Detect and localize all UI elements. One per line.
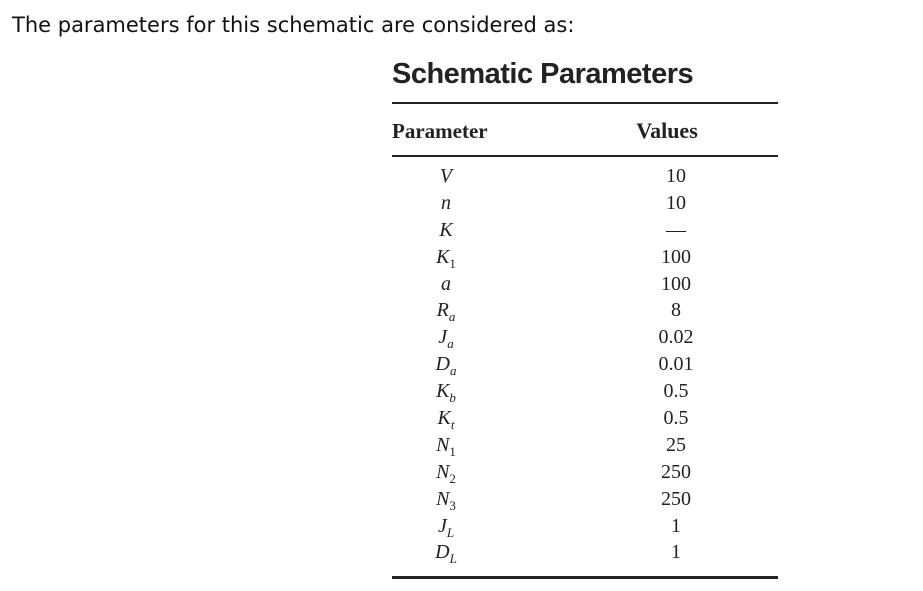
table-header-rule — [392, 155, 778, 157]
parameter-symbol: a — [441, 272, 451, 295]
parameter-symbol: K — [439, 218, 453, 241]
parameter-value: 25 — [666, 433, 686, 456]
parameter-value: 10 — [666, 164, 686, 187]
table-bottom-rule — [392, 576, 778, 579]
parameter-table-body — [392, 163, 778, 566]
parameter-value: 1 — [671, 541, 681, 564]
parameter-symbol: $N_3$ — [436, 487, 456, 513]
parameter-symbol: $K_b$ — [436, 380, 456, 406]
parameter-value: 0.5 — [663, 380, 689, 403]
parameter-symbol: $K_1$ — [436, 245, 456, 271]
table-row — [392, 324, 778, 351]
table-title: Schematic Parameters — [392, 58, 694, 90]
table-row — [392, 513, 778, 540]
parameter-value: 0.01 — [658, 353, 694, 376]
parameter-value: 100 — [661, 272, 691, 295]
values-column-header: Values — [636, 118, 698, 143]
parameter-symbol: $D_a$ — [435, 353, 457, 379]
parameter-symbol: $R_a$ — [436, 299, 456, 325]
parameter-value: 1 — [671, 514, 681, 537]
table-row — [392, 405, 778, 432]
parameter-value: — — [666, 218, 686, 241]
parameter-symbol: $D_L$ — [435, 541, 457, 567]
table-row — [392, 244, 778, 271]
table-row — [392, 432, 778, 459]
parameter-symbol: $N_1$ — [436, 433, 456, 459]
parameter-symbol: $J_a$ — [438, 326, 454, 352]
parameter-symbol: $N_2$ — [436, 460, 456, 486]
table-row — [392, 297, 778, 324]
table-row — [392, 217, 778, 244]
parameter-value: 100 — [661, 245, 691, 268]
parameter-symbol: V — [439, 164, 453, 187]
table-row — [392, 271, 778, 298]
parameter-value: 250 — [661, 460, 691, 483]
table-row — [392, 163, 778, 190]
parameter-value: 0.5 — [663, 406, 689, 429]
parameter-symbol: $K_t$ — [437, 406, 455, 432]
parameter-value: 250 — [661, 487, 691, 510]
parameter-symbol: $J_L$ — [437, 514, 455, 540]
table-row — [392, 351, 778, 378]
parameter-value: 10 — [666, 191, 686, 214]
table-row — [392, 378, 778, 405]
table-row — [392, 539, 778, 566]
table-row — [392, 486, 778, 513]
parameter-value: 8 — [671, 299, 681, 322]
intro-text: The parameters for this schematic are considered as: — [12, 13, 575, 37]
table-top-rule — [392, 102, 778, 104]
parameter-value: 0.02 — [658, 326, 694, 349]
table-row — [392, 459, 778, 486]
table-row — [392, 190, 778, 217]
parameter-column-header: Parameter — [392, 119, 488, 143]
parameter-symbol: n — [441, 191, 451, 214]
